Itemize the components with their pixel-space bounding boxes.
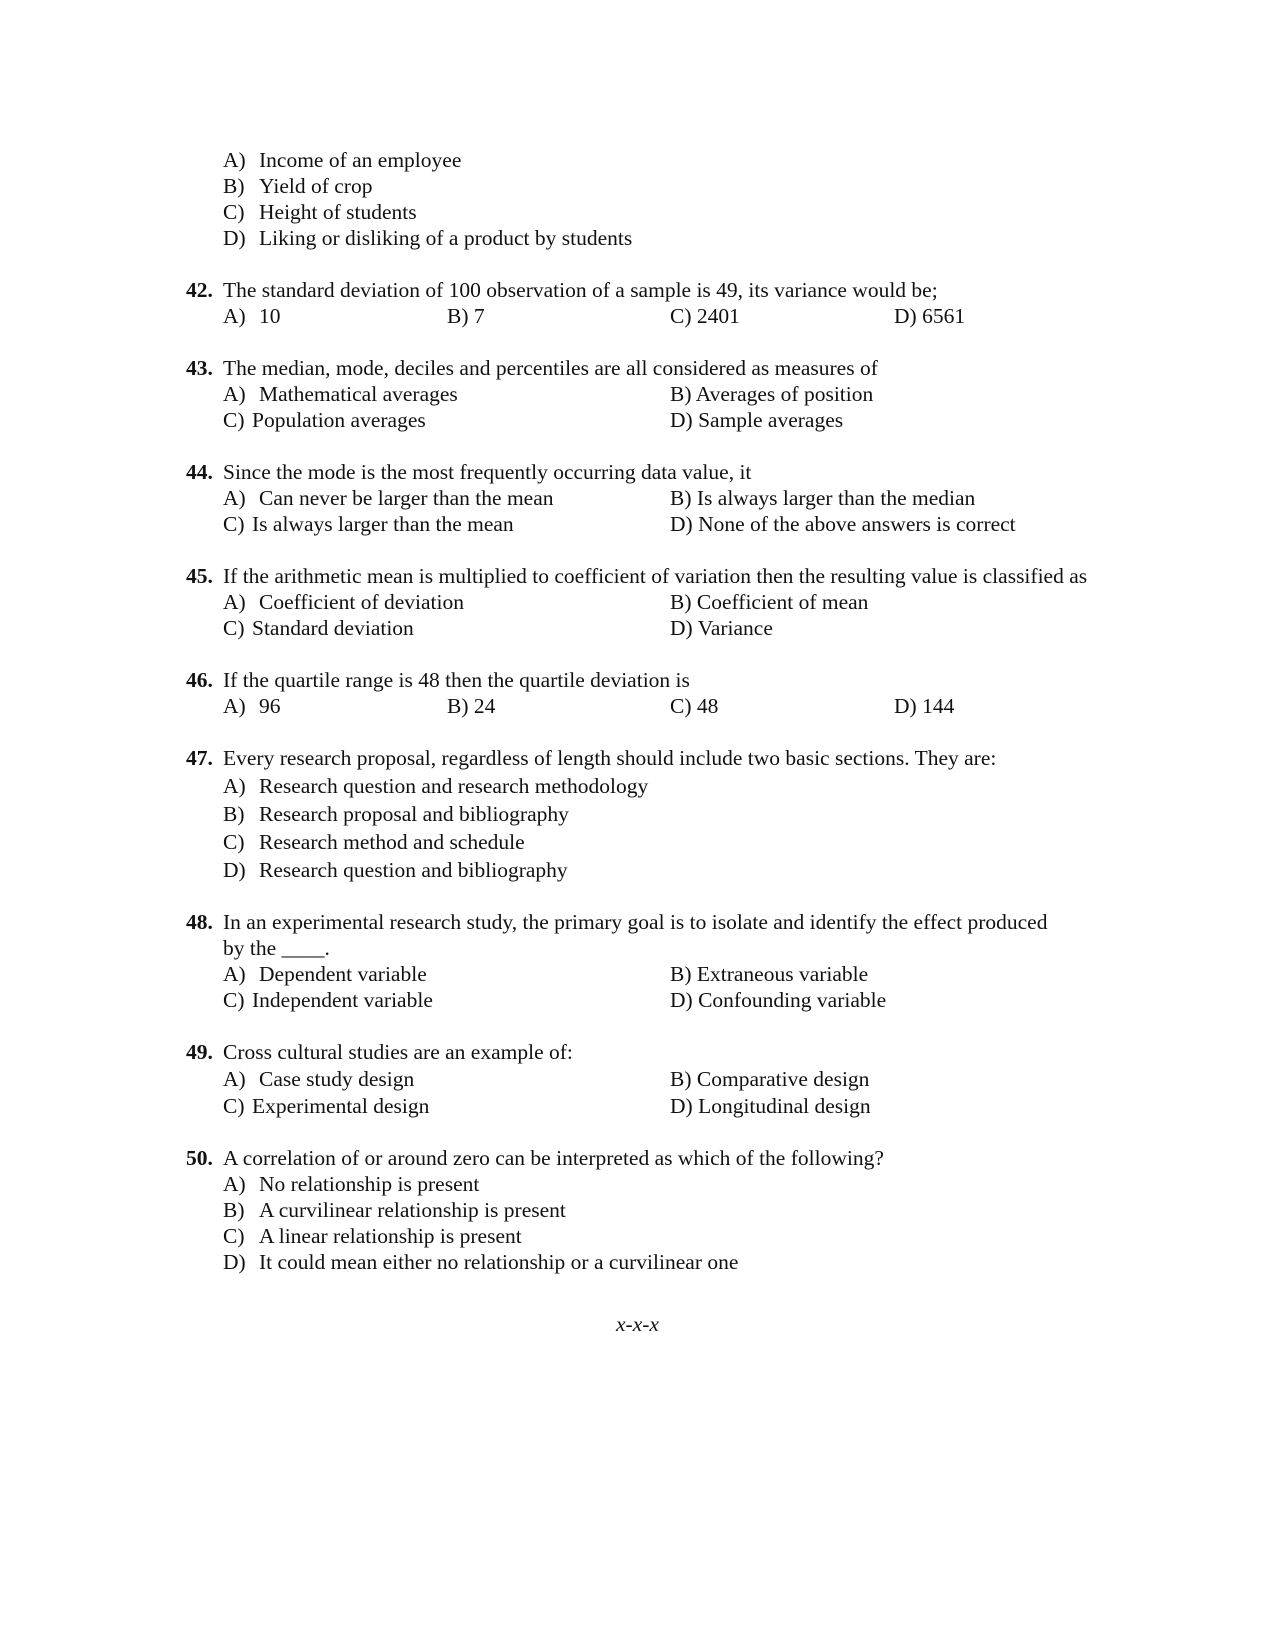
q43-option-a: A) Mathematical averages [223,382,458,406]
q41-option-c: C) Height of students [223,200,417,224]
q42-option-d: D) 6561 [894,304,966,328]
q45-text: If the arithmetic mean is multiplied to coefficient of variation then the resulting value is classified as [223,564,1088,588]
q47-option-b: B) Research proposal and bibliography [223,802,569,826]
q47-option-c: C) Research method and schedule [223,830,525,854]
q42-text: The standard deviation of 100 observation of a sample is 49, its variance would be; [223,278,938,302]
q45-option-b: B) Coefficient of mean [670,590,869,614]
q45-option-d: D) Variance [670,616,773,640]
q49-option-c: C) Experimental design [223,1094,430,1118]
q48-number: 48. [186,910,213,934]
q50-option-d: D) It could mean either no relationship or a curvilinear one [223,1250,739,1274]
q47-number: 47. [186,746,213,770]
q48-option-d: D) Confounding variable [670,988,887,1012]
end-of-paper-marker: x-x-x [616,1312,659,1336]
q45-number: 45. [186,564,213,588]
q47-option-d: D) Research question and bibliography [223,858,568,882]
q49-option-b: B) Comparative design [670,1067,870,1091]
q50-number: 50. [186,1146,213,1170]
q49-number: 49. [186,1040,213,1064]
q44-number: 44. [186,460,213,484]
q42-option-b: B) 7 [447,304,485,328]
q50-option-c: C) A linear relationship is present [223,1224,522,1248]
q46-option-a: A) 96 [223,694,281,718]
q46-option-c: C) 48 [670,694,719,718]
q50-option-b: B) A curvilinear relationship is present [223,1198,566,1222]
q49-option-d: D) Longitudinal design [670,1094,871,1118]
q46-option-b: B) 24 [447,694,496,718]
q49-option-a: A) Case study design [223,1067,415,1091]
q48-text-line2: by the ____. [223,936,330,960]
q44-option-c: C) Is always larger than the mean [223,512,514,536]
q48-option-a: A) Dependent variable [223,962,427,986]
q44-option-a: A) Can never be larger than the mean [223,486,554,510]
q43-text: The median, mode, deciles and percentiles are all considered as measures of [223,356,878,380]
q50-option-a: A) No relationship is present [223,1172,480,1196]
q45-option-c: C) Standard deviation [223,616,414,640]
q49-text: Cross cultural studies are an example of: [223,1040,573,1064]
q44-option-d: D) None of the above answers is correct [670,512,1016,536]
q44-option-b: B) Is always larger than the median [670,486,976,510]
q41-option-d: D) Liking or disliking of a product by students [223,226,633,250]
q43-option-c: C) Population averages [223,408,426,432]
q43-option-b: B) Averages of position [670,382,874,406]
q44-text: Since the mode is the most frequently occurring data value, it [223,460,752,484]
q46-number: 46. [186,668,213,692]
q46-text: If the quartile range is 48 then the quartile deviation is [223,668,690,692]
q45-option-a: A) Coefficient of deviation [223,590,464,614]
q41-option-b: B) Yield of crop [223,174,373,198]
q48-option-c: C) Independent variable [223,988,433,1012]
q48-option-b: B) Extraneous variable [670,962,869,986]
q43-number: 43. [186,356,213,380]
q42-option-a: A) 10 [223,304,281,328]
q43-option-d: D) Sample averages [670,408,844,432]
q50-text: A correlation of or around zero can be interpreted as which of the following? [223,1146,884,1170]
q46-option-d: D) 144 [894,694,955,718]
q48-text-line1: In an experimental research study, the primary goal is to isolate and identify the effect produced [223,910,1048,934]
q42-option-c: C) 2401 [670,304,740,328]
q42-number: 42. [186,278,213,302]
q41-option-a: A) Income of an employee [223,148,462,172]
q47-option-a: A) Research question and research methodology [223,774,649,798]
q47-text: Every research proposal, regardless of length should include two basic sections. They are: [223,746,997,770]
